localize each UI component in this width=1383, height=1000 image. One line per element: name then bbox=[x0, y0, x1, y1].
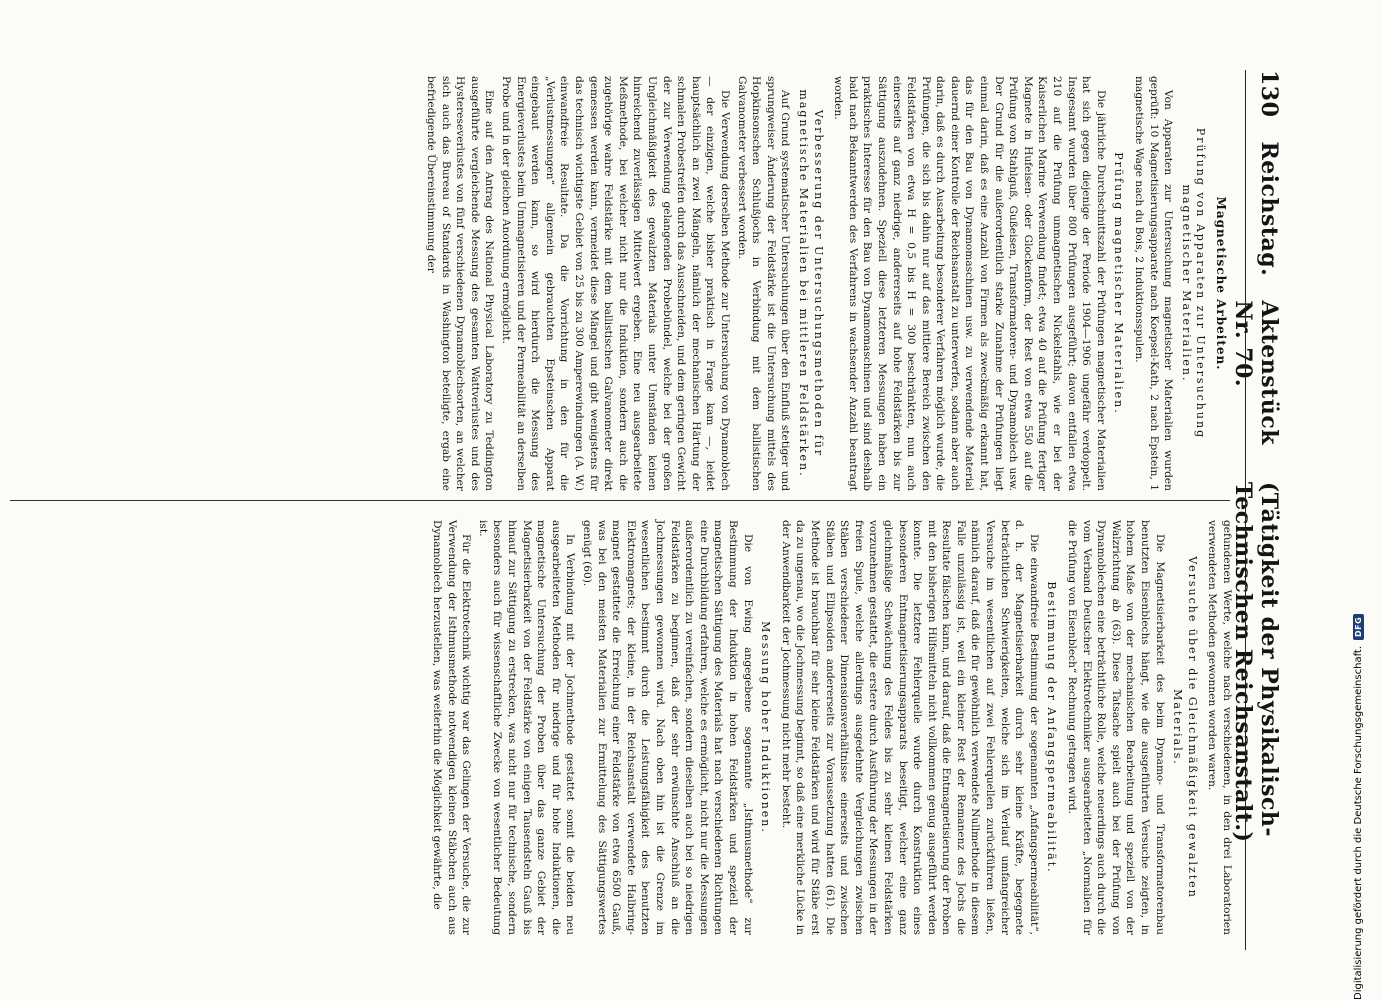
subheading: Messung hoher Induktionen. bbox=[759, 621, 773, 834]
subheading: Versuche über die Gleichmäßigkeit gewalzten Materials. bbox=[1171, 556, 1199, 899]
header-title-mid: Aktenstück Nr. 70. bbox=[1230, 300, 1282, 445]
header-rule bbox=[1245, 70, 1246, 950]
right-column bbox=[428, 520, 1234, 935]
digitization-credit bbox=[1353, 614, 1364, 1000]
header-title-left: Reichstag. bbox=[1256, 141, 1282, 277]
page-number: 130 bbox=[1256, 70, 1282, 118]
section-heading: Magnetische Arbeiten. bbox=[1214, 196, 1228, 371]
paragraph: Von Apparaten zur Untersuchung magnetischer Materialien wurden geprüft: 10 Magnetisierungsapparate nach Koepsel-Kath, 2 nach Epstein, 1 magnetische Wage nach du Bois, 2 Induktionsspulen. bbox=[1133, 76, 1175, 491]
dfg-logo: DFG bbox=[1353, 614, 1364, 640]
subheading: Bestimmung der Anfangspermeabilität. bbox=[1045, 581, 1059, 874]
paragraph: Die jährliche Durchschnittszahl der Prüfungen magnetischer Materialien hat sich gegen diejenige der Periode 1904—1906 ungefähr verdoppelt. Insgesamt wurden über 800 Prüfungen ausgeführt; davon entfallen etwa 210 auf die Prüfung unmagnetischen Nickelstahls, wie er bei der Kaiserlichen Marine Verwendung findet; etwa 40 auf die Prüfung fertiger Magnete in Hufeisen- oder Glockenform, der Rest von etwa 550 auf die Prüfung von Stahlguß, Gußeisen, Transformatoren- und Dynamoblech usw. Der Grund für die außerordentlich starke Zunahme der Prüfungen liegt einmal darin, daß es eine Anzahl von Firmen als zweckmäßig erkannt hat, das für den Bau von Dynamomaschinen usw. zu verwendende Material dauernd einer Kontrolle der Reichsanstalt zu unterwerfen, sodann aber auch darin, daß es durch Ausarbeitung besonderer Verfahren möglich wurde, die Prüfungen, die sich bis dahin nur auf das mittlere Bereich zwischen den Feldstärken von etwa H = 0,5 bis H = 300 beschränkten, nun auch einerseits auf ganz niedrige, andererseits auf hohe Feldstärken bis zur Sättigung auszudehnen. Speziell diese letzteren Messungen haben ein praktisches Interesse für den Bau von Dynamomaschinen und sind deshalb bald nach Bekanntwerden des Verfahrens in wachsender Anzahl beantragt worden. bbox=[832, 76, 1107, 491]
paragraph: Für die Elektrotechnik wichtig war das Gelingen der Versuche, die zur Verwendung der Isthmusmethode notwendigen kleinen Stäbchen auch aus Dynamoblech herzustellen, was weiterhin die Möglichkeit gewährte, die bbox=[431, 520, 473, 935]
paragraph: Eine auf den Antrag des National Physical Laboratory zu Teddington ausgeführte vergleichende Messung des gesamten Wattverlustes und des Hystereseverlustes von fünf verschiedenen Dynamoblechsorten, an welcher sich auch das Bureau of Standards in Washington beteiligte, ergab eine befriedigende Übereinstimmung der bbox=[425, 76, 496, 491]
paragraph: Die von Ewing angegebene sogenannte „Isthmusmethode“ zur Bestimmung der Induktion in hohen Feldstärken und speziell der magnetischen Sättigung des Materials hat nach verschiedenen Richtungen eine Durchbildung erfahren, welche es ermöglicht, nicht nur die Messungen außerordentlich zu vereinfachen, sondern dieselben auch bei so niedrigen Feldstärken zu beginnen, daß der sehr erwünschte Anschluß an die Jochmessungen gewonnen wird. Nach oben hin ist die Grenze im wesentlichen bestimmt durch die Leistungsfähigkeit des benutzten Elektromagnets; der kleine, in der Reichsanstalt verwendete Halbring-magnet gestattete die Erreichung einer Feldstärke von etwa 6500 Gauß, was bei den meisten Materialien zur Ermittelung des Sättigungswertes genügt (60). bbox=[581, 520, 754, 935]
page-header bbox=[1230, 70, 1282, 950]
subheading: Prüfung magnetischer Materialien. bbox=[1112, 152, 1126, 415]
paragraph: Auf Grund systematischer Untersuchungen über den Einfluß stetiger und sprungweiser Änderung der Feldstärke ist die Untersuchung mittels des Hopkinsonschen Schlußjochs in Verbindung mit dem ballistischen Galvanometer verbessert worden. bbox=[735, 76, 792, 491]
column-divider bbox=[10, 500, 1230, 501]
paragraph: Die Magnetisierbarkeit des beim Dynamo- und Transformatorenbau benutzten Eisenblechs hängt, wie die ausgeführten Versuche zeigten, in hohem Maße von der mechanischen Bearbeitung und speziell von der Walzrichtung ab (63). Diese Tatsache spielt auch bei der Prüfung von Dynamoblechen eine beträchtliche Rolle, welche neuerdings auch durch die vom Verband Deutscher Elektrotechniker ausgearbeiteten „Normalien für die Prüfung von Eisenblech“ Rechnung getragen wird. bbox=[1066, 520, 1166, 935]
subheading: Prüfung von Apparaten zur Untersuchung magnetischer Materialien. bbox=[1179, 127, 1208, 440]
header-title-right: (Tätigkeit der Physikalisch-Technischen Reichsanstalt.) bbox=[1230, 481, 1282, 843]
paragraph: gefundenen Werte, welche nach verschiedenen, in den drei Laboratorien verwendeten Methoden gewonnen worden waren. bbox=[1206, 520, 1233, 935]
subheading: Verbesserung der Untersuchungsmethoden für magnetische Materialien bei mittleren Feldstärken. bbox=[796, 89, 825, 478]
left-column bbox=[422, 76, 1234, 491]
paragraph: Die einwandfreie Bestimmung der sogenannten „Anfangspermeabilität“, d. h. der Magnetisierbarkeit durch sehr kleine Kräfte, begegnete beträchtlichen Schwierigkeiten, welche sich im Verlauf umfangreicher Versuche im wesentlichen auf zwei Fehlerquellen zurückführen ließen, nämlich darauf, daß die für gewöhnlich verwendete Nullmethode in diesem Falle unzulässig ist, weil ein kleiner Rest der Remanenz des Jochs die Resultate fälschen kann, und darauf, daß die Entmagnetisierung der Proben mit den bisherigen Hilfsmitteln nicht vollkommen genug ausgeführt werden konnte. Die letztere Fehlerquelle wurde durch Konstruktion eines besonderen Entmagnetisierungsapparats beseitigt, welcher eine ganz gleichmäßige Schwächung des Feldes bis zu sehr kleinen Feldstärken vorzunehmen gestattet, die erstere durch Ausführung der Messungen in der freien Spule, welche allerdings ausgedehnte Vergleichungen zwischen Stäben verschiedener Dimensionsverhältnisse einerseits und zwischen Stäben und Ellipsoiden andererseits zur Voraussetzung hatten (61). Die Methode ist brauchbar für sehr kleine Feldstärken und wird für Stäbe erst da zu ungenau, wo die Jochmessung beginnt, so daß eine merkliche Lücke in der Anwendbarkeit der Jochmessung nicht mehr besteht. bbox=[779, 520, 1040, 935]
credit-text: Digitalisierung gefördert durch die Deutsche Forschungsgemeinschaft. bbox=[1353, 645, 1364, 1000]
paragraph: Die Verwendung derselben Methode zur Untersuchung von Dynamoblech — der einzigen, welche bisher praktisch in Frage kam —, leidet hauptsächlich an zwei Mängeln, nämlich der mechanischen Härtung der schmalen Probestreifen durch das Ausschneiden, und dem geringen Gewicht der zur Verwendung gelangenden Probebündel, welche bei der großen Ungleichmäßigkeit des gewalzten Materials unter Umständen keinen hinreichend zuverlässigen Mittelwert ergeben. Eine neu ausgearbeitete Meßmethode, bei welcher nicht nur die Induktion, sondern auch die zugehörige wahre Feldstärke mit dem ballistischen Galvanometer direkt gemessen werden kann, vermeidet diese Mängel und gibt wenigstens für das technisch wichtigste Gebiet von 25 bis zu 300 Amperewindungen (A. W.) einwandfreie Resultate. Da die Vorrichtung in den für die „Verlustmessungen“ allgemein gebrauchten Epsteinschen Apparat eingebaut werden kann, so wird hierdurch die Messung des Energieverlustes beim Ummagnetisieren und der Permeabilität an derselben Probe und in der gleichen Anordnung ermöglicht. bbox=[500, 76, 731, 491]
paragraph: In Verbindung mit der Jochmethode gestattet somit die beiden neu ausgearbeiteten Methoden für niedrige und für hohe Induktionen, die magnetische Untersuchung der Proben über das ganze Gebiet der Magnetisierbarkeit von der Feldstärke von einigen Tausendsteln Gauß bis hinauf zur Sättigung zu erstrecken, was nicht nur für technische, sondern besonders auch für wissenschaftliche Zwecke von wesentlicher Bedeutung ist. bbox=[476, 520, 577, 935]
